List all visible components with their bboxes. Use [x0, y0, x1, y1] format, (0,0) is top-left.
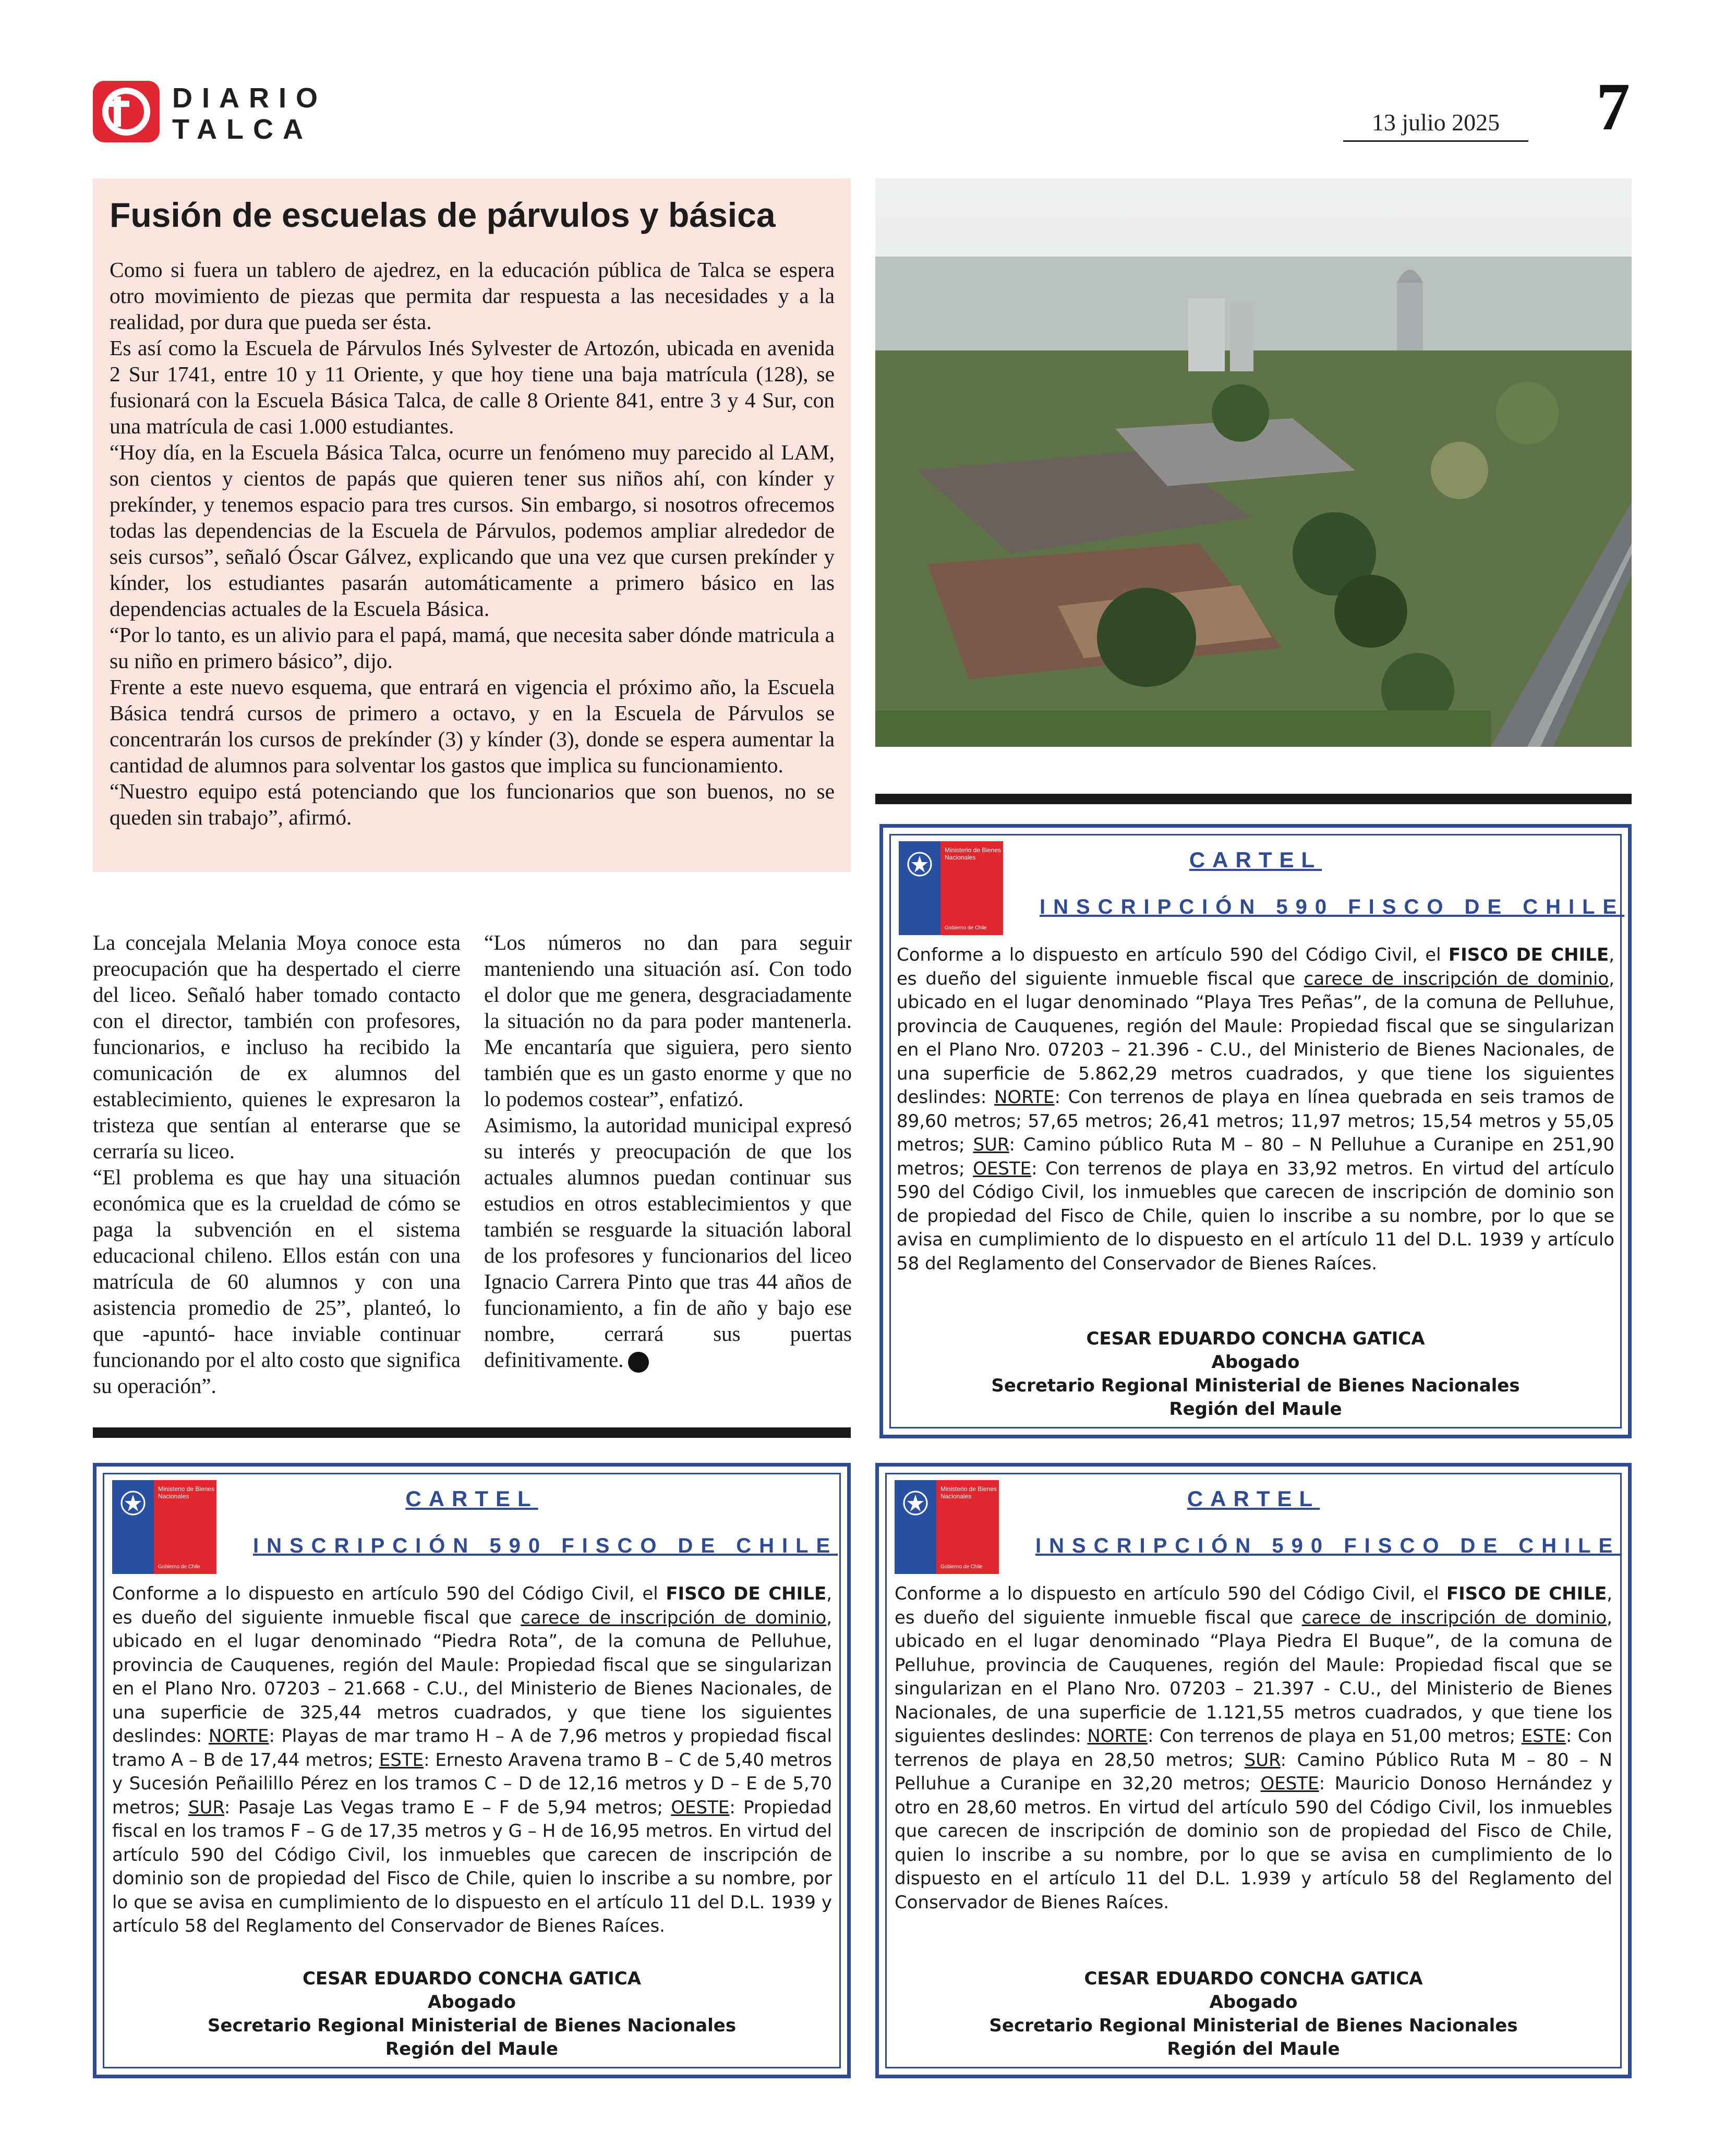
boundary-direction: ESTE [1521, 1726, 1566, 1747]
article-column-2 [484, 929, 852, 1373]
boundary-description: : Playas de mar tramo H – A de 7,96 metros y propiedad fiscal tramo A – B de 17,44 metros; [112, 1726, 833, 1771]
article-paragraph [484, 1112, 852, 1373]
signature-region: Región del Maule [1167, 2039, 1340, 2060]
feature-article [93, 178, 851, 872]
cartel-underlined: carece de inscripción de dominio [521, 1607, 827, 1628]
brand-line-2: TALCA [172, 114, 312, 145]
cartel-closing: En virtud del artículo 590 del Código Civil, los inmuebles que carecen de inscripción de dominio son de propiedad del Fisco de Chile, quien lo inscribe a su nombre, por lo que se avisa en cumplimiento de lo dispuesto en el artículo 11 del D.L. 1.939 y artículo 58 del Reglamento del Conservador de Bienes Raíces. [895, 1797, 1613, 1913]
cartel-signature [879, 1967, 1628, 2061]
boundary-direction: NORTE [208, 1726, 269, 1747]
feature-title: Fusión de escuelas de párvulos y básica [110, 196, 776, 234]
boundary-description: : Con terrenos de playa en línea quebrada en seis tramos de 89,60 metros; 57,65 metros; 26,41 metros; 11,97 metros; 15,54 metros y 55,05 metros; [897, 1087, 1614, 1155]
logo-ministry-label: Ministerio de Bienes Nacionales [945, 846, 1002, 861]
cartel-intro: Conforme a lo dispuesto en artículo 590 del Código Civil, el [897, 944, 1449, 965]
boundary-direction: OESTE [671, 1797, 730, 1818]
diario-talca-logo-icon [93, 81, 160, 142]
signature-title: Abogado [428, 1992, 516, 2013]
feature-body [110, 257, 835, 830]
cartel-heading: CARTEL [405, 1486, 538, 1511]
cartel-text: , ubicado en el lugar denominado “Playa Piedra El Buque”, de la comuna de Pelluhue, provincia de Cauquenes, región del Maule: Propiedad fiscal que se singularizan en el Plano Nro. 07203 – 21.397 - C.U., del Ministerio de Bienes Nacionales, de una superficie de 1.121,55 metros cuadrados, y que tiene los siguientes deslindes: [895, 1607, 1612, 1747]
feature-paragraph: Frente a este nuevo esquema, que entrará en vigencia el próximo año, la Escuela Básica tendrá cursos de primero a octavo, y en la Escuela de Párvulos se concentrarán los cursos de prekínder (3) y kínder (3), donde se espera aumentar la cantidad de alumnos para solventar los gastos que implica su funcionamiento. [110, 675, 835, 777]
cartel-text: , ubicado en el lugar denominado “Playa Tres Peñas”, de la comuna de Pelluhue, provincia de Cauquenes, región del Maule: Propiedad fiscal que se singularizan en el Plano Nro. 07203 – 21.396 - C.U., del Ministerio de Bienes Nacionales, de una superficie de 5.862,29 metros cuadrados, y que tiene los siguientes deslindes: [897, 968, 1614, 1108]
boundary-direction: ESTE [379, 1749, 424, 1771]
boundary-direction: NORTE [1087, 1726, 1148, 1747]
boundary-direction: OESTE [973, 1158, 1032, 1179]
cartel-closing: En virtud del artículo 590 del Código Civil, los inmuebles que carecen de inscripción de dominio son de propiedad del Fisco de Chile, quien lo inscribe a su nombre, por lo que se avisa en cumplimiento de lo dispuesto en el artículo 11 del D.L. 1939 y artículo 58 del Reglamento del Conservador de Bienes Raíces. [112, 1821, 832, 1936]
cartel-owner: FISCO DE CHILE [666, 1583, 827, 1604]
feature-paragraph: Es así como la Escuela de Párvulos Inés Sylvester de Artozón, ubicada en avenida 2 Sur 1741, entre 10 y 11 Oriente, y que hoy tiene una baja matrícula (128), se fusionará con la Escuela Básica Talca, de calle 8 Oriente 841, entre 3 y 4 Sur, con una matrícula de casi 1.000 estudiantes. [110, 336, 835, 438]
cartel-body [897, 943, 1614, 1276]
feature-paragraph: “Nuestro equipo está potenciando que los funcionarios que son buenos, no se queden sin trabajo”, afirmó. [110, 779, 835, 829]
logo-government-label: Gobierno de Chile [945, 925, 987, 931]
cartel-signature [883, 1327, 1628, 1421]
aerial-city-photo [875, 178, 1632, 747]
logo-ministry-label: Ministerio de Bienes Nacionales [158, 1485, 215, 1500]
signature-name: CESAR EDUARDO CONCHA GATICA [1086, 1328, 1425, 1349]
boundary-description: : Mauricio Donoso Hernández y otro en 28,60 metros. [895, 1773, 1612, 1818]
cartel-intro: Conforme a lo dispuesto en artículo 590 del Código Civil, el [895, 1583, 1446, 1604]
cartel-heading: CARTEL [1187, 1486, 1320, 1511]
article-paragraph: La concejala Melania Moya conoce esta preocupación que ha despertado el cierre del liceo. Señaló haber tomado contacto con el director, también con profesores, funcionarios, e incluso ha recibido la comunicación de ex alumnos del establecimiento, quienes le expresaron la tristeza que sentían al enterarse que se cerraría su liceo. [93, 930, 461, 1163]
feature-paragraph: “Hoy día, en la Escuela Básica Talca, ocurre un fenómeno muy parecido al LAM, son cientos y cientos de papás que quieren tener sus niños ahí, con kínder y prekínder, y tenemos espacio para tres cursos. Sin embargo, si nosotros ofrecemos todas las dependencias de la Escuela de Párvulos, podemos ampliar alrededor de seis cursos”, señaló Óscar Gálvez, explicando que una vez que cursen prekínder y kínder, los estudiantes pasarán automáticamente a primero básico en las dependencias actuales de la Escuela Básica. [110, 440, 835, 621]
cartel-subheading: INSCRIPCIÓN 590 FISCO DE CHILE [1040, 895, 1625, 918]
boundary-description: : Camino público Ruta M – 80 – N Pelluhue a Curanipe en 251,90 metros; [897, 1134, 1614, 1179]
logo-government-label: Gobierno de Chile [940, 1564, 983, 1570]
cartel-notice [879, 824, 1632, 1438]
cartel-notice [875, 1463, 1632, 2078]
boundary-direction: NORTE [994, 1087, 1055, 1108]
boundary-description: : Con terrenos de playa en 33,92 metros. [1031, 1158, 1422, 1179]
feature-paragraph: “Por lo tanto, es un alivio para el papá, mamá, que necesita saber dónde matricula a su niño en primero básico”, dijo. [110, 623, 835, 673]
logo-ministry-label: Ministerio de Bienes Nacionales [940, 1485, 997, 1500]
brand-line-1: DIARIO [172, 82, 327, 114]
cartel-underlined: carece de inscripción de dominio [1304, 968, 1609, 989]
boundary-description: : Propiedad fiscal en los tramos F – G de 17,35 metros y G – H de 16,95 metros. [112, 1797, 832, 1842]
boundary-direction: SUR [188, 1797, 224, 1818]
section-divider [875, 794, 1632, 804]
signature-region: Región del Maule [385, 2039, 559, 2060]
cartel-signature [96, 1967, 847, 2061]
cartel-subheading: INSCRIPCIÓN 590 FISCO DE CHILE [1035, 1534, 1621, 1557]
article-paragraph-text: Asimismo, la autoridad municipal expresó su interés y preocupación de que los actuales alumnos puedan continuar sus estudios en otros establecimientos y que también se resguarde la situación laboral de los profesores y funcionarios del liceo Ignacio Carrera Pinto que tras 44 años de funcionamiento, a fin de año y bajo ese nombre, cerrará sus puertas definitivamente. [484, 1113, 852, 1372]
boundary-description: : Camino Público Ruta M – 80 – N Pelluhue a Curanipe en 32,20 metros; [895, 1749, 1612, 1794]
cartel-owner: FISCO DE CHILE [1446, 1583, 1607, 1604]
signature-title: Abogado [1209, 1992, 1298, 2013]
feature-paragraph: Como si fuera un tablero de ajedrez, en la educación pública de Talca se espera otro movimiento de piezas que permita dar respuesta a las necesidades y a la realidad, por dura que pueda ser ésta. [110, 258, 835, 334]
cartel-text: , es dueño del siguiente inmueble fiscal que [112, 1583, 832, 1628]
cartel-underlined: carece de inscripción de dominio [1301, 1607, 1607, 1628]
issue-date: 13 julio 2025 [1343, 108, 1528, 142]
cartel-body [112, 1582, 832, 1939]
cartel-notice [93, 1463, 851, 2078]
cartel-subheading: INSCRIPCIÓN 590 FISCO DE CHILE [253, 1534, 838, 1557]
article-column-1 [93, 929, 461, 1399]
boundary-description: : Con terrenos de playa en 28,50 metros; [895, 1726, 1612, 1771]
article-paragraph: “Los números no dan para seguir manteniendo una situación así. Con todo el dolor que me genera, desgraciadamente la situación no da para poder mantenerla. Me encantaría que siguiera, pero siento también que es un gasto enorme y que no lo podemos costear”, enfatizó. [484, 930, 852, 1111]
signature-role: Secretario Regional Ministerial de Bienes Nacionales [991, 1375, 1520, 1396]
boundary-direction: SUR [1244, 1749, 1281, 1771]
signature-title: Abogado [1211, 1352, 1300, 1373]
cartel-intro: Conforme a lo dispuesto en artículo 590 del Código Civil, el [112, 1583, 666, 1604]
cartel-text: , es dueño del siguiente inmueble fiscal que [897, 944, 1614, 989]
cartel-text: , ubicado en el lugar denominado “Piedra Rota”, de la comuna de Pelluhue, provincia de Cauquenes, región del Maule: Propiedad fiscal que se singularizan en el Plano Nro. 07203 – 21.668 - C.U., del Ministerio de Bienes Nacionales, de una superficie de 325,44 metros cuadrados, y que tiene los siguientes deslindes: [112, 1607, 832, 1747]
page-number: 7 [1596, 69, 1630, 144]
boundary-description: : Ernesto Aravena tramo B – C de 5,40 metros y Sucesión Peñailillo Pérez en los tramos C – D de 12,16 metros y D – E de 5,70 metros; [112, 1749, 832, 1818]
signature-name: CESAR EDUARDO CONCHA GATICA [1084, 1968, 1423, 1989]
article-paragraph: “El problema es que hay una situación económica que es la crueldad de cómo se paga la subvención en el sistema educacional chileno. Ellos están con una matrícula de 60 alumnos y con una asistencia promedio de 25”, planteó, lo que -apuntó- hace inviable continuar funcionando por el alto costo que significa su operación”. [93, 1165, 461, 1398]
cartel-heading: CARTEL [1189, 847, 1322, 872]
boundary-direction: SUR [973, 1134, 1009, 1155]
logo-government-label: Gobierno de Chile [158, 1564, 200, 1570]
boundary-description: : Pasaje Las Vegas tramo E – F de 5,94 metros; [224, 1797, 671, 1818]
brand-name [172, 82, 327, 145]
signature-role: Secretario Regional Ministerial de Bienes Nacionales [207, 2015, 737, 2036]
signature-role: Secretario Regional Ministerial de Bienes Nacionales [989, 2015, 1518, 2036]
signature-name: CESAR EDUARDO CONCHA GATICA [302, 1968, 642, 1989]
boundary-description: : Con terrenos de playa en 51,00 metros; [1148, 1726, 1522, 1747]
section-divider [93, 1427, 851, 1438]
cartel-body [895, 1582, 1612, 1915]
cartel-owner: FISCO DE CHILE [1448, 944, 1609, 965]
cartel-closing: En virtud del artículo 590 del Código Civil, los inmuebles que carecen de inscripción de dominio son de propiedad del Fisco de Chile, quien lo inscribe a su nombre, por lo que se avisa en cumplimiento de lo dispuesto en el artículo 11 del D.L. 1939 y artículo 58 del Reglamento del Conservador de Bienes Raíces. [897, 1158, 1614, 1274]
signature-region: Región del Maule [1169, 1399, 1342, 1420]
end-of-article-icon [628, 1352, 649, 1373]
boundary-direction: OESTE [1260, 1773, 1319, 1794]
cartel-text: , es dueño del siguiente inmueble fiscal que [895, 1583, 1612, 1628]
